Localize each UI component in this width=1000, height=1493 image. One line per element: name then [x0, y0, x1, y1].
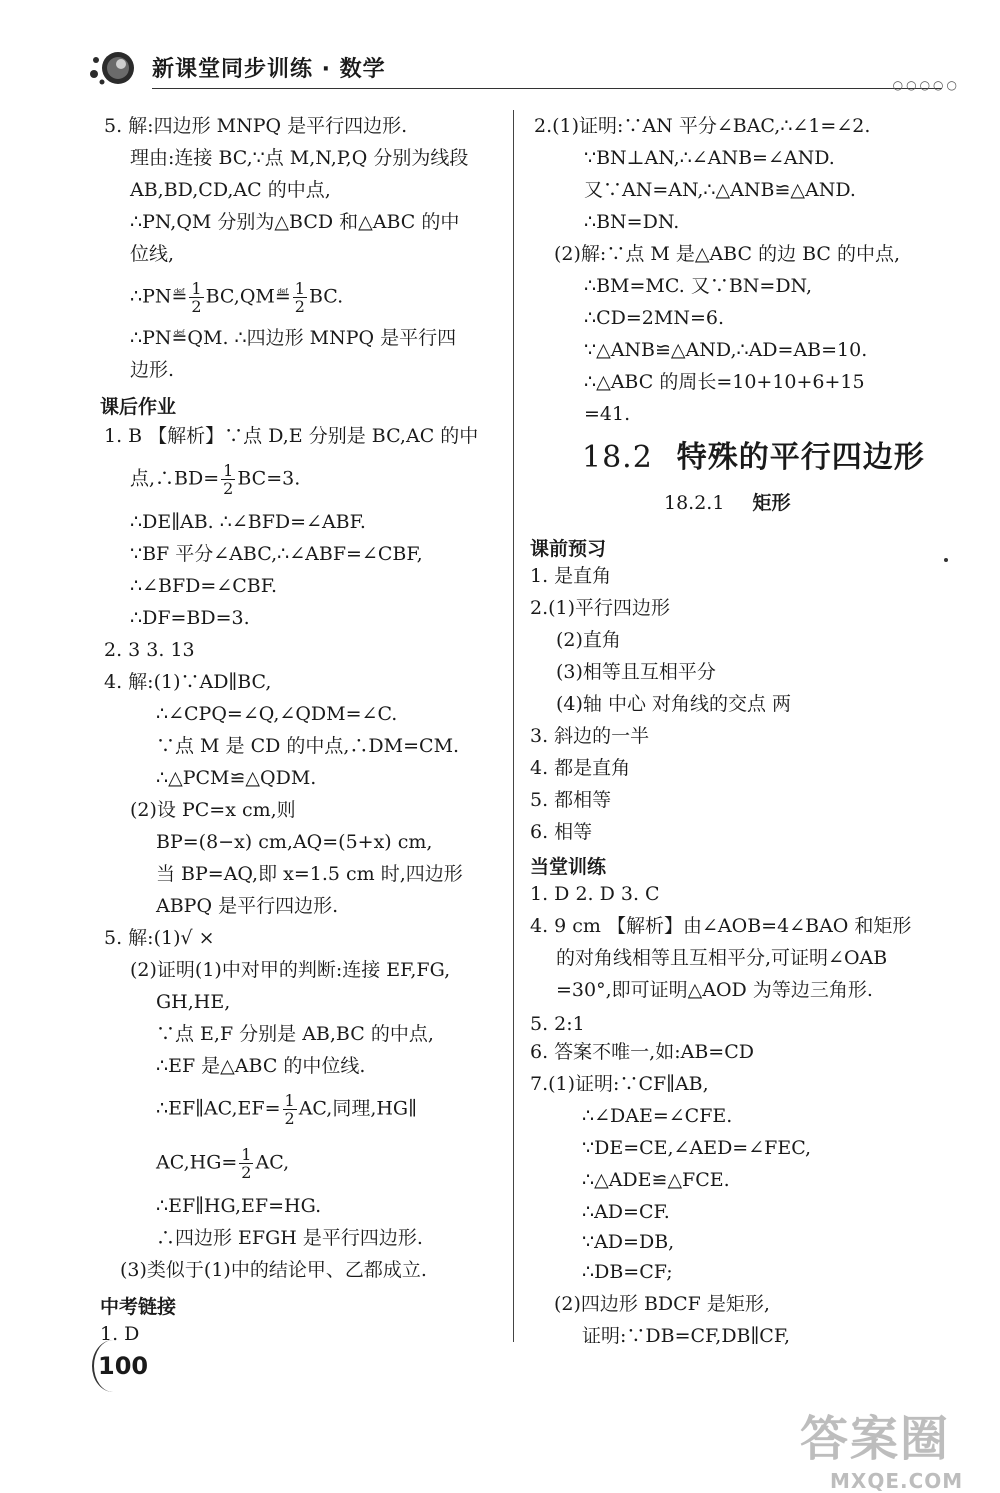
answer-text: ∴∠BFD=∠CBF.	[130, 575, 277, 597]
subsection-number: 18.2.1	[664, 492, 725, 514]
text-fragment: AC,	[255, 1151, 290, 1174]
column-divider	[513, 110, 514, 1342]
answer-text: (3)相等且互相平分	[556, 661, 716, 683]
answer-text: 5. 都相等	[530, 789, 612, 811]
answer-text: ∴EF 是△ABC 的中位线.	[156, 1055, 366, 1077]
fraction-denominator: 2	[191, 297, 202, 316]
fraction	[239, 1146, 253, 1181]
section-heading-exam-link: 中考链接	[100, 1296, 177, 1318]
answer-text: ABPQ 是平行四边形.	[156, 895, 339, 917]
answer-text: =30°,即可证明△AOD 为等边三角形.	[556, 979, 873, 1001]
answer-text: ∵BF 平分∠ABC,∴∠ABF=∠CBF,	[130, 543, 423, 565]
answer-text: (2)证明(1)中对甲的判断:连接 EF,FG,	[130, 959, 451, 981]
answer-text: ∴AD=CF.	[582, 1201, 670, 1223]
answer-text: 4. 都是直角	[530, 757, 631, 779]
answer-text: GH,HE,	[156, 991, 231, 1013]
fraction-denominator: 2	[223, 479, 234, 498]
text-fragment: ∴EF∥AC,EF=	[156, 1097, 281, 1120]
pgram-symbol: ≝	[171, 327, 188, 349]
answer-text: AB,BD,CD,AC 的中点,	[130, 179, 331, 201]
chapter-number: 18.2	[582, 440, 653, 475]
answer-text: BP=(8−x) cm,AQ=(5+x) cm,	[156, 831, 433, 853]
answer-2: 2.(1)证明:∵AN 平分∠BAC,∴∠1=∠2.	[534, 115, 871, 137]
fraction	[189, 280, 203, 315]
exam-answer-1: 1. D	[100, 1323, 140, 1345]
fraction-denominator: 2	[284, 1109, 295, 1128]
fraction-denominator: 2	[241, 1163, 252, 1182]
answer-text: ∴EF∥HG,EF=HG.	[156, 1195, 322, 1217]
answer-text	[130, 324, 456, 352]
answer-text-with-fraction	[130, 280, 343, 315]
fraction	[283, 1092, 297, 1127]
page-header	[80, 40, 960, 100]
chapter-heading	[582, 432, 925, 476]
text-fragment: BC.	[308, 285, 344, 308]
answer-text: 2.(1)平行四边形	[530, 597, 671, 619]
answer-text: (2)解:∵点 M 是△ABC 的边 BC 的中点,	[554, 243, 901, 265]
text-fragment: BC=3.	[237, 467, 301, 490]
answer-5-head: 5. 解:四边形 MNPQ 是平行四边形.	[104, 115, 408, 137]
text-fragment: 点,∴BD=	[130, 467, 220, 490]
answer-text: ∴四边形 EFGH 是平行四边形.	[156, 1227, 423, 1249]
fraction-numerator: 1	[223, 461, 234, 480]
fraction-numerator: 1	[284, 1091, 295, 1110]
answer-text: ∴CD=2MN=6.	[584, 307, 724, 329]
text-fragment: QM. ∴四边形 MNPQ 是平行四	[187, 327, 457, 349]
fraction-numerator: 1	[191, 279, 202, 298]
book-logo-icon	[88, 46, 140, 90]
answer-text: 当 BP=AQ,即 x=1.5 cm 时,四边形	[156, 863, 463, 885]
subsection-title: 矩形	[752, 492, 791, 514]
subsection-heading	[664, 488, 790, 515]
text-fragment: BC,QM	[205, 285, 275, 308]
answer-text: ∴∠CPQ=∠Q,∠QDM=∠C.	[156, 703, 398, 725]
answer-text: 6. 答案不唯一,如:AB=CD	[530, 1041, 754, 1063]
answer-text: (3)类似于(1)中的结论甲、乙都成立.	[120, 1259, 427, 1281]
watermark	[800, 1400, 990, 1493]
homework-answer-5: 5. 解:(1)√ ×	[104, 927, 215, 949]
watermark-url: MXQE.COM	[830, 1469, 964, 1493]
answer-text: 边形.	[130, 359, 175, 381]
answer-text: 理由:连接 BC,∵点 M,N,P,Q 分别为线段	[130, 147, 469, 169]
answer-text: 又∵AN=AN,∴△ANB≌△AND.	[584, 179, 856, 201]
fraction	[293, 280, 307, 315]
answer-text: ∴BN=DN.	[584, 211, 680, 233]
answer-text: (2)设 PC=x cm,则	[130, 799, 296, 821]
answer-text-with-fraction	[156, 1146, 289, 1181]
page-number: 100	[98, 1352, 149, 1380]
answer-text: ∴△PCM≌△QDM.	[156, 767, 317, 789]
answer-text: ∵DE=CE,∠AED=∠FEC,	[582, 1137, 812, 1159]
answer-text: 证明:∵DB=CF,DB∥CF,	[582, 1325, 791, 1347]
answer-text: ∴△ADE≌△FCE.	[582, 1169, 730, 1191]
answer-text: 3. 斜边的一半	[530, 725, 650, 747]
answer-text: 6. 相等	[530, 821, 593, 843]
stray-dot	[944, 558, 948, 562]
section-heading-homework: 课后作业	[100, 396, 177, 418]
answer-text: 1. D 2. D 3. C	[530, 883, 660, 905]
text-fragment: ∴PN	[130, 285, 172, 308]
answer-text: ∴DF=BD=3.	[130, 607, 250, 629]
section-heading-practice: 当堂训练	[530, 856, 607, 878]
answer-text: ∵点 M 是 CD 的中点,∴DM=CM.	[156, 735, 460, 757]
fraction-numerator: 1	[294, 279, 305, 298]
answer-text: 的对角线相等且互相平分,可证明∠OAB	[556, 947, 888, 969]
answer-text: ∴DB=CF;	[582, 1261, 673, 1283]
header-dots: ○○○○○	[892, 78, 960, 92]
answer-text: 1. 是直角	[530, 565, 612, 587]
fraction-denominator: 2	[294, 297, 305, 316]
header-rule	[152, 88, 942, 89]
chapter-title: 特殊的平行四边形	[676, 440, 925, 475]
answer-text: ∴∠DAE=∠CFE.	[582, 1105, 733, 1127]
answer-text: (2)直角	[556, 629, 621, 651]
answer-text: 位线,	[130, 243, 175, 265]
book-title: 新课堂同步训练 · 数学	[152, 57, 386, 82]
answer-text: 7.(1)证明:∵CF∥AB,	[530, 1073, 709, 1095]
homework-answer-4: 4. 解:(1)∵AD∥BC,	[104, 671, 272, 693]
fraction-numerator: 1	[241, 1145, 252, 1164]
answer-text: 5. 2:1	[530, 1013, 585, 1035]
fraction	[221, 462, 235, 497]
pgram-symbol: ≝	[274, 285, 291, 308]
answer-text: ∴DE∥AB. ∴∠BFD=∠ABF.	[130, 511, 366, 533]
answer-text: ∵△ANB≌△AND,∴AD=AB=10.	[584, 339, 868, 361]
answer-text: ∴PN,QM 分别为△BCD 和△ABC 的中	[130, 211, 460, 233]
answer-text: ∵AD=DB,	[582, 1231, 675, 1253]
homework-answer-1: 1. B 【解析】∵点 D,E 分别是 BC,AC 的中	[104, 425, 479, 447]
answer-text: 4. 9 cm 【解析】由∠AOB=4∠BAO 和矩形	[530, 915, 912, 937]
answer-text-with-fraction	[156, 1092, 417, 1127]
pgram-symbol: ≝	[171, 285, 188, 308]
answer-text: ∵BN⊥AN,∴∠ANB=∠AND.	[584, 147, 835, 169]
answer-text: (2)四边形 BDCF 是矩形,	[554, 1293, 770, 1315]
watermark-logo: 答案圈	[800, 1411, 951, 1467]
homework-answer-2-3: 2. 3 3. 13	[104, 639, 195, 661]
text-fragment: AC,同理,HG∥	[298, 1097, 417, 1120]
answer-text: =41.	[584, 403, 631, 425]
answer-text-with-fraction	[130, 462, 300, 497]
text-fragment: AC,HG=	[156, 1151, 238, 1174]
answer-text: ∴BM=MC. 又∵BN=DN,	[584, 275, 813, 297]
answer-text: ∵点 E,F 分别是 AB,BC 的中点,	[156, 1023, 434, 1045]
section-heading-preview: 课前预习	[530, 538, 607, 560]
text-fragment: ∴PN	[130, 327, 172, 349]
answer-text: ∴△ABC 的周长=10+10+6+15	[584, 371, 865, 393]
answer-text: (4)轴 中心 对角线的交点 两	[556, 693, 792, 715]
